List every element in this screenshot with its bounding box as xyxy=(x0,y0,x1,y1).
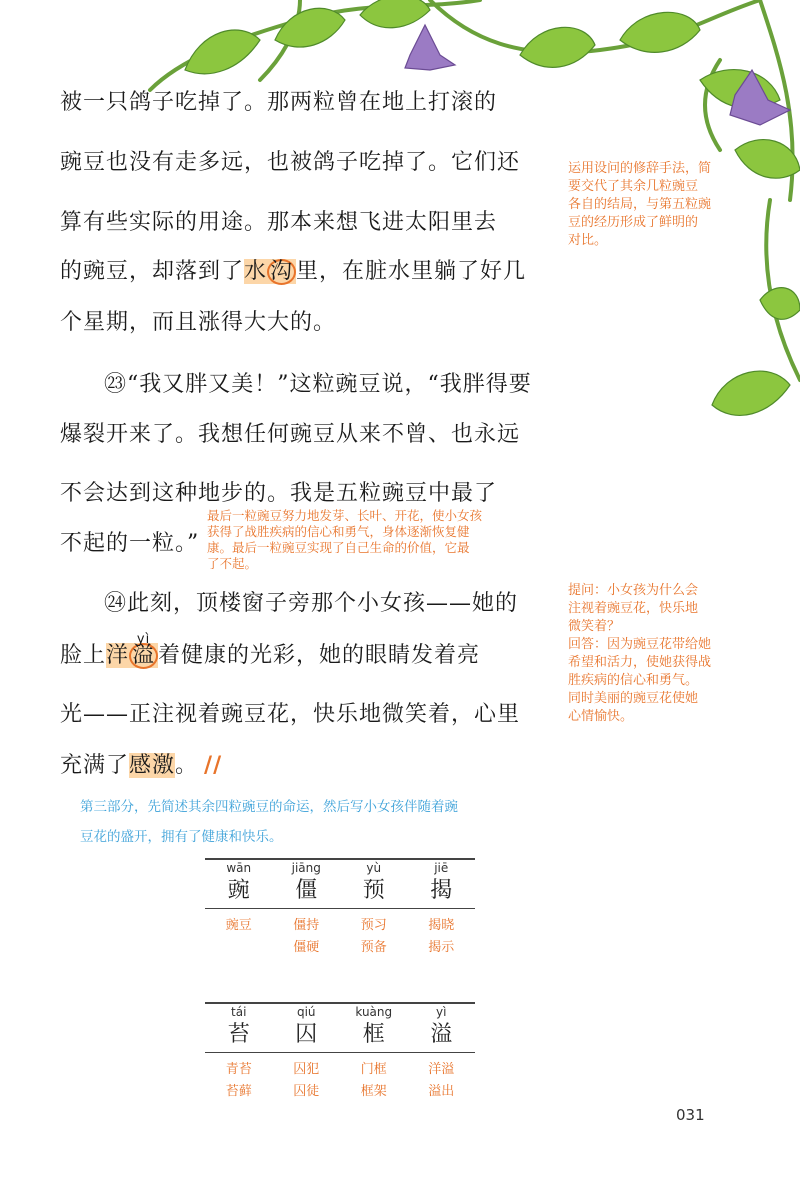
pinyin: jiē xyxy=(434,861,449,875)
section-summary: 第三部分，先简述其余四粒豌豆的命运，然后写小女孩伴随着豌 豆花的盛开，拥有了健康和快乐。 xyxy=(80,799,458,845)
word: 揭晓 xyxy=(428,918,455,933)
pinyin: yù xyxy=(366,861,382,875)
leaf-icon xyxy=(275,8,345,47)
word: 青苔 xyxy=(225,1062,252,1077)
highlight-word: 感激 xyxy=(129,753,176,778)
leaf-icon xyxy=(760,288,800,320)
character: 溢 xyxy=(430,1022,453,1047)
circled-char: 沟 xyxy=(267,259,296,285)
pinyin: kuàng xyxy=(355,1005,393,1019)
word: 预习 xyxy=(360,918,387,933)
word: 囚徒 xyxy=(293,1084,320,1099)
text-line: 个星期，而且涨得大大的。 xyxy=(60,310,337,335)
flower-icon xyxy=(405,25,455,70)
flower-icon xyxy=(730,70,790,125)
leaf-icon xyxy=(700,70,780,109)
character-table-2 xyxy=(205,1002,475,1103)
paragraph-24-start: ㉔此刻，顶楼窗子旁那个小女孩——她的 xyxy=(104,591,519,616)
character: 豌 xyxy=(227,878,250,903)
leaf-icon xyxy=(620,12,700,52)
text-line: 脸上洋 yì 溢 着健康的光彩，她的眼睛发着亮 xyxy=(60,643,480,669)
word: 框架 xyxy=(360,1084,387,1099)
pinyin: wān xyxy=(226,861,252,875)
pinyin-annotation: yì xyxy=(136,632,151,647)
character: 囚 xyxy=(295,1022,318,1047)
pinyin: qiú xyxy=(296,1005,316,1019)
text-line: 被一只鸽子吃掉了。那两粒曾在地上打滚的 xyxy=(60,90,498,115)
text-line: 不会达到这种地步的。我是五粒豌豆中最了 xyxy=(60,481,498,506)
word: 预备 xyxy=(360,940,387,955)
circled-char: 溢 xyxy=(129,643,158,669)
word: 溢出 xyxy=(428,1084,455,1099)
pinyin: yì xyxy=(436,1005,447,1019)
section-end-mark: // xyxy=(204,752,223,778)
leaf-icon xyxy=(185,30,260,74)
leaf-icon xyxy=(520,27,595,67)
pinyin: tái xyxy=(231,1005,247,1019)
text-line: 爆裂开来了。我想任何豌豆从来不曾、也永远 xyxy=(60,422,521,447)
highlight-word: 水 沟 xyxy=(244,259,296,284)
highlight-word: 洋 yì 溢 xyxy=(106,643,158,668)
side-note-question: 提问：小女孩为什么会 注视着豌豆花，快乐地 微笑着？ 回答：因为豌豆花带给她 希望和活力，使她获得战 胜疾病的信心和勇气。 同时美丽的豌豆花使她 心情愉快。 xyxy=(568,583,712,724)
side-note-rhetoric: 运用设问的修辞手法，简 要交代了其余几粒豌豆 各自的结局，与第五粒豌 豆的经历形成了鲜明的 对比。 xyxy=(568,161,712,248)
character: 苔 xyxy=(227,1022,250,1047)
word: 豌豆 xyxy=(225,918,252,933)
character: 预 xyxy=(362,878,385,903)
text-line: 充满了感激。 // xyxy=(60,752,223,778)
word: 揭示 xyxy=(428,940,455,955)
leaf-icon xyxy=(712,371,790,415)
text-line: 豌豆也没有走多远，也被鸽子吃掉了。它们还 xyxy=(60,150,521,175)
word: 僵硬 xyxy=(293,940,320,955)
character-table-1 xyxy=(205,858,475,959)
text-line: 光——正注视着豌豆花，快乐地微笑着，心里 xyxy=(60,702,521,727)
character: 揭 xyxy=(430,878,453,903)
pinyin: jiāng xyxy=(291,861,321,875)
inline-note: 最后一粒豌豆努力地发芽、长叶、开花，使小女孩 获得了战胜疾病的信心和勇气，身体逐渐恢复健 康。最后一粒豌豆实现了自己生命的价值，它最 了不起。 xyxy=(207,508,483,571)
word: 僵持 xyxy=(293,918,320,933)
word: 洋溢 xyxy=(428,1062,455,1077)
character: 框 xyxy=(362,1022,385,1047)
paragraph-23-start: ㉓“我又胖又美！”这粒豌豆说，“我胖得要 xyxy=(104,372,532,397)
word: 苔藓 xyxy=(225,1084,252,1099)
text-line: 算有些实际的用途。那本来想飞进太阳里去 xyxy=(60,210,498,235)
word: 门框 xyxy=(360,1062,387,1077)
text-line: 的豌豆，却落到了水 沟 里，在脏水里躺了好几 xyxy=(60,259,527,284)
text-line: 不起的一粒。” xyxy=(60,531,200,556)
page-number: 031 xyxy=(676,1106,705,1124)
character: 僵 xyxy=(295,878,318,903)
word: 囚犯 xyxy=(293,1062,320,1077)
leaf-icon xyxy=(360,0,430,28)
